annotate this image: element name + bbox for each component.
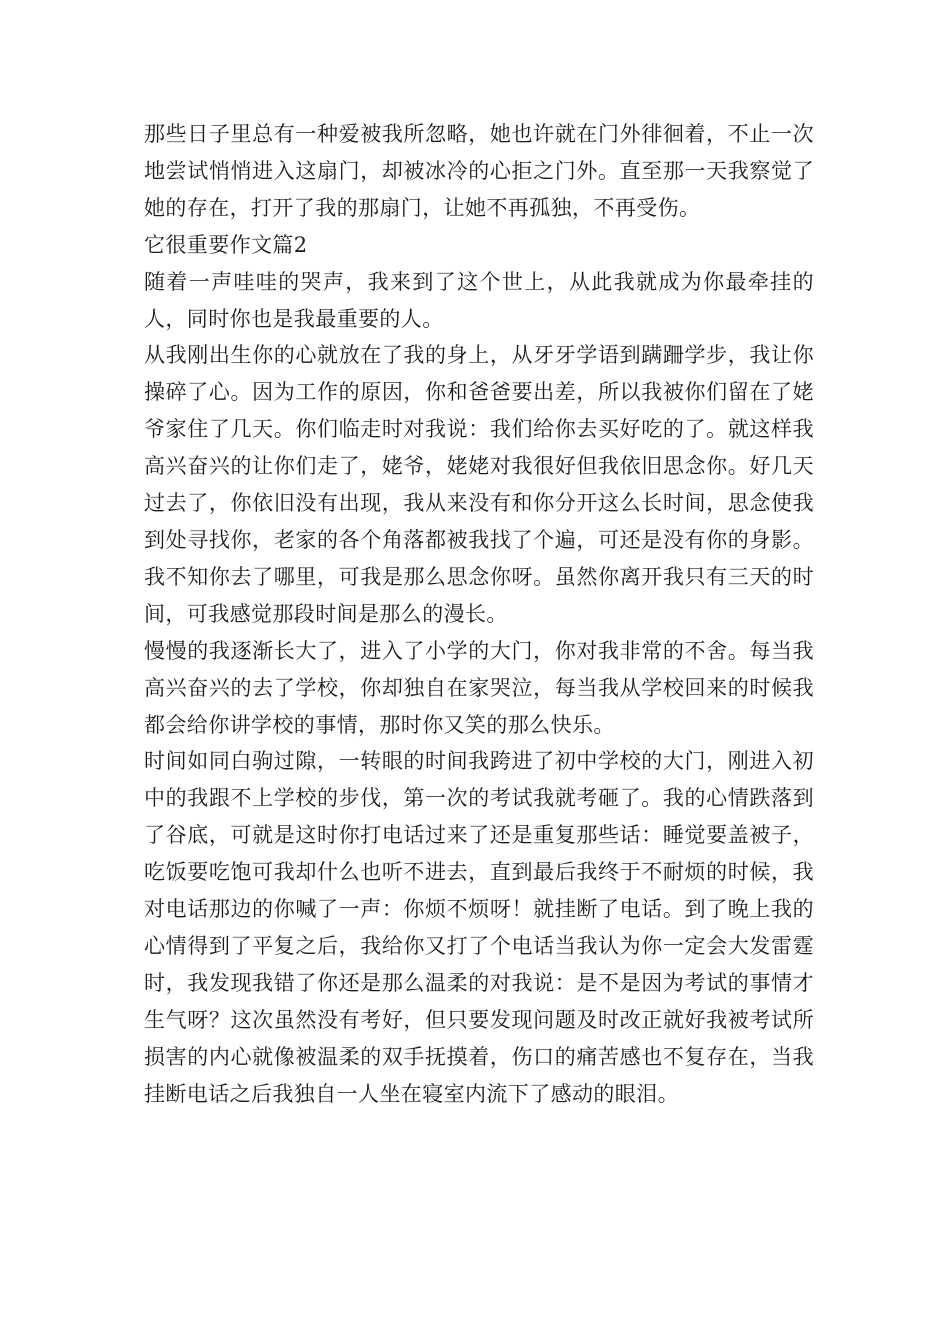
paragraph: 从我刚出生你的心就放在了我的身上，从牙牙学语到蹒跚学步，我让你操碎了心。因为工作的原因，你和爸爸要出差，所以我被你们留在了姥爷家住了几天。你们临走时对我说：我们给你去买好吃的了。就这样我高兴奋兴的让你们走了，姥爷，姥姥对我很好但我依旧思念你。好几天过去了，你依旧没有出现，我从来没有和你分开这么长时间，思念使我到处寻找你，老家的各个角落都被我找了个遍，可还是没有你的身影。我不知你去了哪里，可我是那么思念你呀。虽然你离开我只有三天的时间，可我感觉那段时间是那么的漫长。 <box>144 343 814 626</box>
section-heading: 它很重要作文篇2 <box>144 232 308 257</box>
document-body <box>144 116 814 1112</box>
paragraph: 随着一声哇哇的哭声，我来到了这个世上，从此我就成为你最牵挂的人，同时你也是我最重要的人。 <box>144 269 814 331</box>
paragraph-intro: 那些日子里总有一种爱被我所忽略，她也许就在门外徘徊着，不止一次地尝试悄悄进入这扇门，却被冰冷的心拒之门外。直至那一天我察觉了她的存在，打开了我的那扇门，让她不再孤独，不再受伤。 <box>144 122 814 220</box>
paragraph: 时间如同白驹过隙，一转眼的时间我跨进了初中学校的大门，刚进入初中的我跟不上学校的步伐，第一次的考试我就考砸了。我的心情跌落到了谷底，可就是这时你打电话过来了还是重复那些话：睡觉要盖被子，吃饭要吃饱可我却什么也听不进去，直到最后我终于不耐烦的时候，我对电话那边的你喊了一声：你烦不烦呀！就挂断了电话。到了晚上我的心情得到了平复之后，我给你又打了个电话当我认为你一定会大发雷霆时，我发现我错了你还是那么温柔的对我说：是不是因为考试的事情才生气呀？这次虽然没有考好，但只要发现问题及时改正就好我被考试所损害的内心就像被温柔的双手抚摸着，伤口的痛苦感也不复存在，当我挂断电话之后我独自一人坐在寝室内流下了感动的眼泪。 <box>144 749 814 1106</box>
paragraph: 慢慢的我逐渐长大了，进入了小学的大门，你对我非常的不舍。每当我高兴奋兴的去了学校，你却独自在家哭泣，每当我从学校回来的时候我都会给你讲学校的事情，那时你又笑的那么快乐。 <box>144 638 814 737</box>
